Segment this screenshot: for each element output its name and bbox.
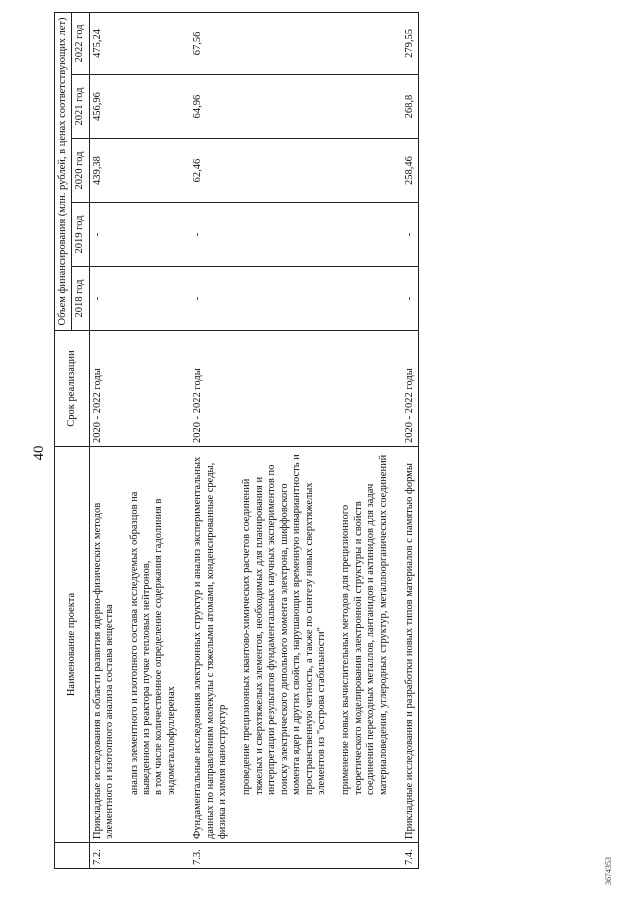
header-year-2022: 2022 год [72,12,89,74]
table-row [89,12,180,868]
header-num [55,843,90,869]
term-value: 2020 - 2022 годы [180,331,392,447]
row-number: 7.2. [89,843,180,869]
row-number: 7.4. [392,843,419,869]
value-2022: 67,56 [180,12,392,74]
value-2018: - [392,267,419,331]
project-detail: анализ элементного и изотопного состава исследуемых образцов на выведенном из реактора пучке тепловых нейтронов, [128,491,153,795]
header-year-2021: 2021 год [72,75,89,139]
project-detail: в том числе количественное определение содержания гадолиния в эндометаллофуллеренах [153,498,177,795]
term-value: 2020 - 2022 годы [89,331,180,447]
value-2021: 64,96 [180,75,392,139]
term-value: 2020 - 2022 годы [392,331,419,447]
value-2019: - [89,203,180,267]
header-year-2020: 2020 год [72,139,89,203]
project-title: Фундаментальные исследования электронных структур и анализ экспериментальных данных по направлениям молекулы с тяжелыми атомами, конденсированные среды, физика и химия наноструктур [192,456,229,839]
header-project-name: Наименование проекта [55,447,90,843]
project-detail: применение новых вычислительных методов для прецизионного теоретического моделирования электронной структуры и свойств соединений переходных металлов, лантанидов и актинидов для задач материаловедения, углеродных структур, металлоорганических соединений [340,454,389,795]
project-cell [89,447,180,843]
value-2022: 279,55 [392,12,419,74]
project-detail: проведение прецизионных квантово-химических расчетов соединений тяжелых и сверхтяжелых элементов, необходимых для планирования и интерпретации результатов фундаментальных научных экспериментов по поиску электрического дипольного момента электрона, шиффовского момента ядер и других свойств, нарушающих временную инвариантность и пространственную четность, а также по синтезу новых сверхтяжелых элементов из "острова стабильности" [241,454,327,795]
value-2020: 258,46 [392,139,419,203]
page-number: 40 [31,445,47,461]
value-2020: 439,38 [89,139,180,203]
header-term: Срок реализации [55,331,90,447]
table-row [180,12,392,868]
row-number: 7.3. [180,843,392,869]
document-code: 3674353 [604,857,613,885]
project-title: Прикладные исследования в области развития ядерно-физических методов элементного и изотопного анализа состава вещества [91,502,116,839]
header-year-2018: 2018 год [72,267,89,331]
value-2018: - [180,267,392,331]
value-2022: 475,24 [89,12,180,74]
project-title: Прикладные исследования и разработки новых типов материалов с памятью формы [403,463,415,839]
funding-table [54,12,419,869]
value-2019: - [392,203,419,267]
project-cell [180,447,392,843]
value-2019: - [180,203,392,267]
table-row [392,12,419,868]
header-funding: Объем финансирования (млн. рублей, в ценах соответствующих лет) [55,12,72,330]
value-2020: 62,46 [180,139,392,203]
project-cell [392,447,419,843]
value-2021: 268,8 [392,75,419,139]
value-2018: - [89,267,180,331]
value-2021: 456,96 [89,75,180,139]
header-year-2019: 2019 год [72,203,89,267]
